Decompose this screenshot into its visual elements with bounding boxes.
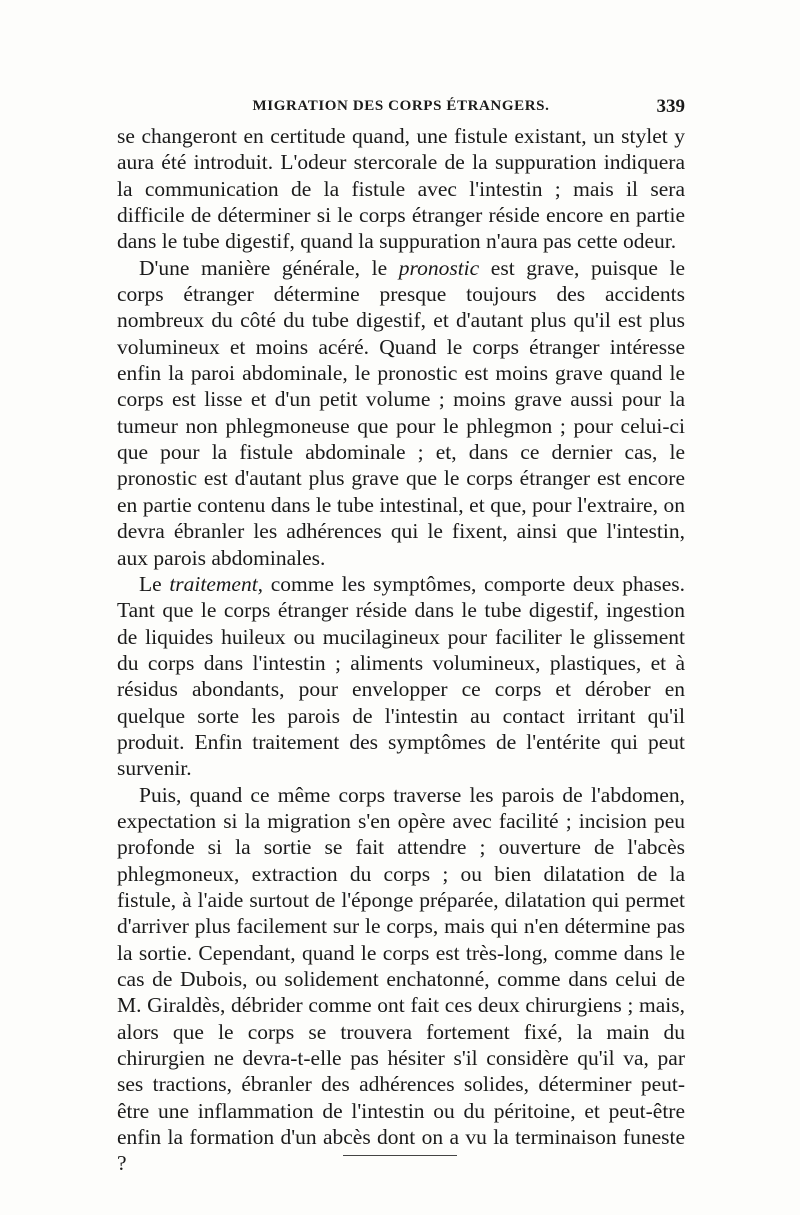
paragraph-text-start: D'une manière générale, le <box>139 255 399 280</box>
paragraph-continuation: se changeront en certitude quand, une fistule existant, un stylet y aura été introduit. L'odeur stercorale de la suppuration indiquera la communication de la fistule avec l'intestin ; mais il sera difficile de déterminer si le corps étranger réside encore en partie dans le tube digestif, quand la suppuration n'aura pas cette odeur. <box>117 124 685 254</box>
body-text <box>117 123 685 1177</box>
paragraph-pronostic <box>117 255 685 571</box>
closing-rule <box>343 1155 457 1156</box>
paragraph-abdomen: Puis, quand ce même corps traverse les parois de l'abdomen, expectation si la migration s'en opère avec facilité ; incision peu profonde si la sortie se fait attendre ; ouverture de l'abcès phlegmoneux, extraction du corps ; ou bien dilatation de la fistule, à l'aide surtout de l'éponge préparée, dilatation qui permet d'arriver plus facilement sur le corps, mais qui n'en détermine pas la sortie. Cependant, quand le corps est très-long, comme dans le cas de Dubois, ou solidement enchatonné, comme dans celui de M. Giraldès, débrider comme ont fait ces deux chirurgiens ; mais, alors que le corps se trouvera fortement fixé, la main du chirurgien ne devra-t-elle pas hésiter s'il considère qu'il va, par ses tractions, ébranler des adhérences solides, déterminer peut-être une inflammation de l'intestin ou du péritoine, et peut-être enfin la formation d'un abcès dont on a vu la terminaison funeste ? <box>117 782 685 1176</box>
running-title: MIGRATION DES CORPS ÉTRANGERS. <box>252 98 550 114</box>
running-head <box>117 98 685 122</box>
term-pronostic: pronostic <box>398 255 480 280</box>
paragraph-text-rest: est grave, puisque le corps étranger détermine presque toujours des accidents nombreux du côté du tube digestif, et d'autant plus qu'il est plus volumineux et moins acéré. Quand le corps étranger intéresse enfin la paroi abdominale, le pronostic est moins grave quand le corps est lisse et d'un petit volume ; moins grave aussi pour la tumeur non phlegmoneuse que pour le phlegmon ; pour celui-ci que pour la fistule abdominale ; et, dans ce dernier cas, le pronostic est d'autant plus grave que le corps étranger est encore en partie contenu dans le tube intestinal, et que, pour l'extraire, on devra ébranler les adhérences qui le fixent, ainsi que l'intestin, aux parois abdominales. <box>117 255 685 570</box>
term-traitement: traitement, <box>169 571 264 596</box>
paragraph-text-rest: comme les symptômes, comporte deux phases. Tant que le corps étranger réside dans le tube digestif, ingestion de liquides huileux ou mucilagineux pour faciliter le glissement du corps dans l'intestin ; aliments volumineux, plastiques, et à résidus abondants, pour envelopper ce corps et dérober en quelque sorte les parois de l'intestin au contact irritant qu'il produit. Enfin traitement des symptômes de l'entérite qui peut survenir. <box>117 571 685 781</box>
page-number: 339 <box>656 96 685 117</box>
paragraph-traitement <box>117 571 685 782</box>
paragraph-text-start: Le <box>139 571 170 596</box>
